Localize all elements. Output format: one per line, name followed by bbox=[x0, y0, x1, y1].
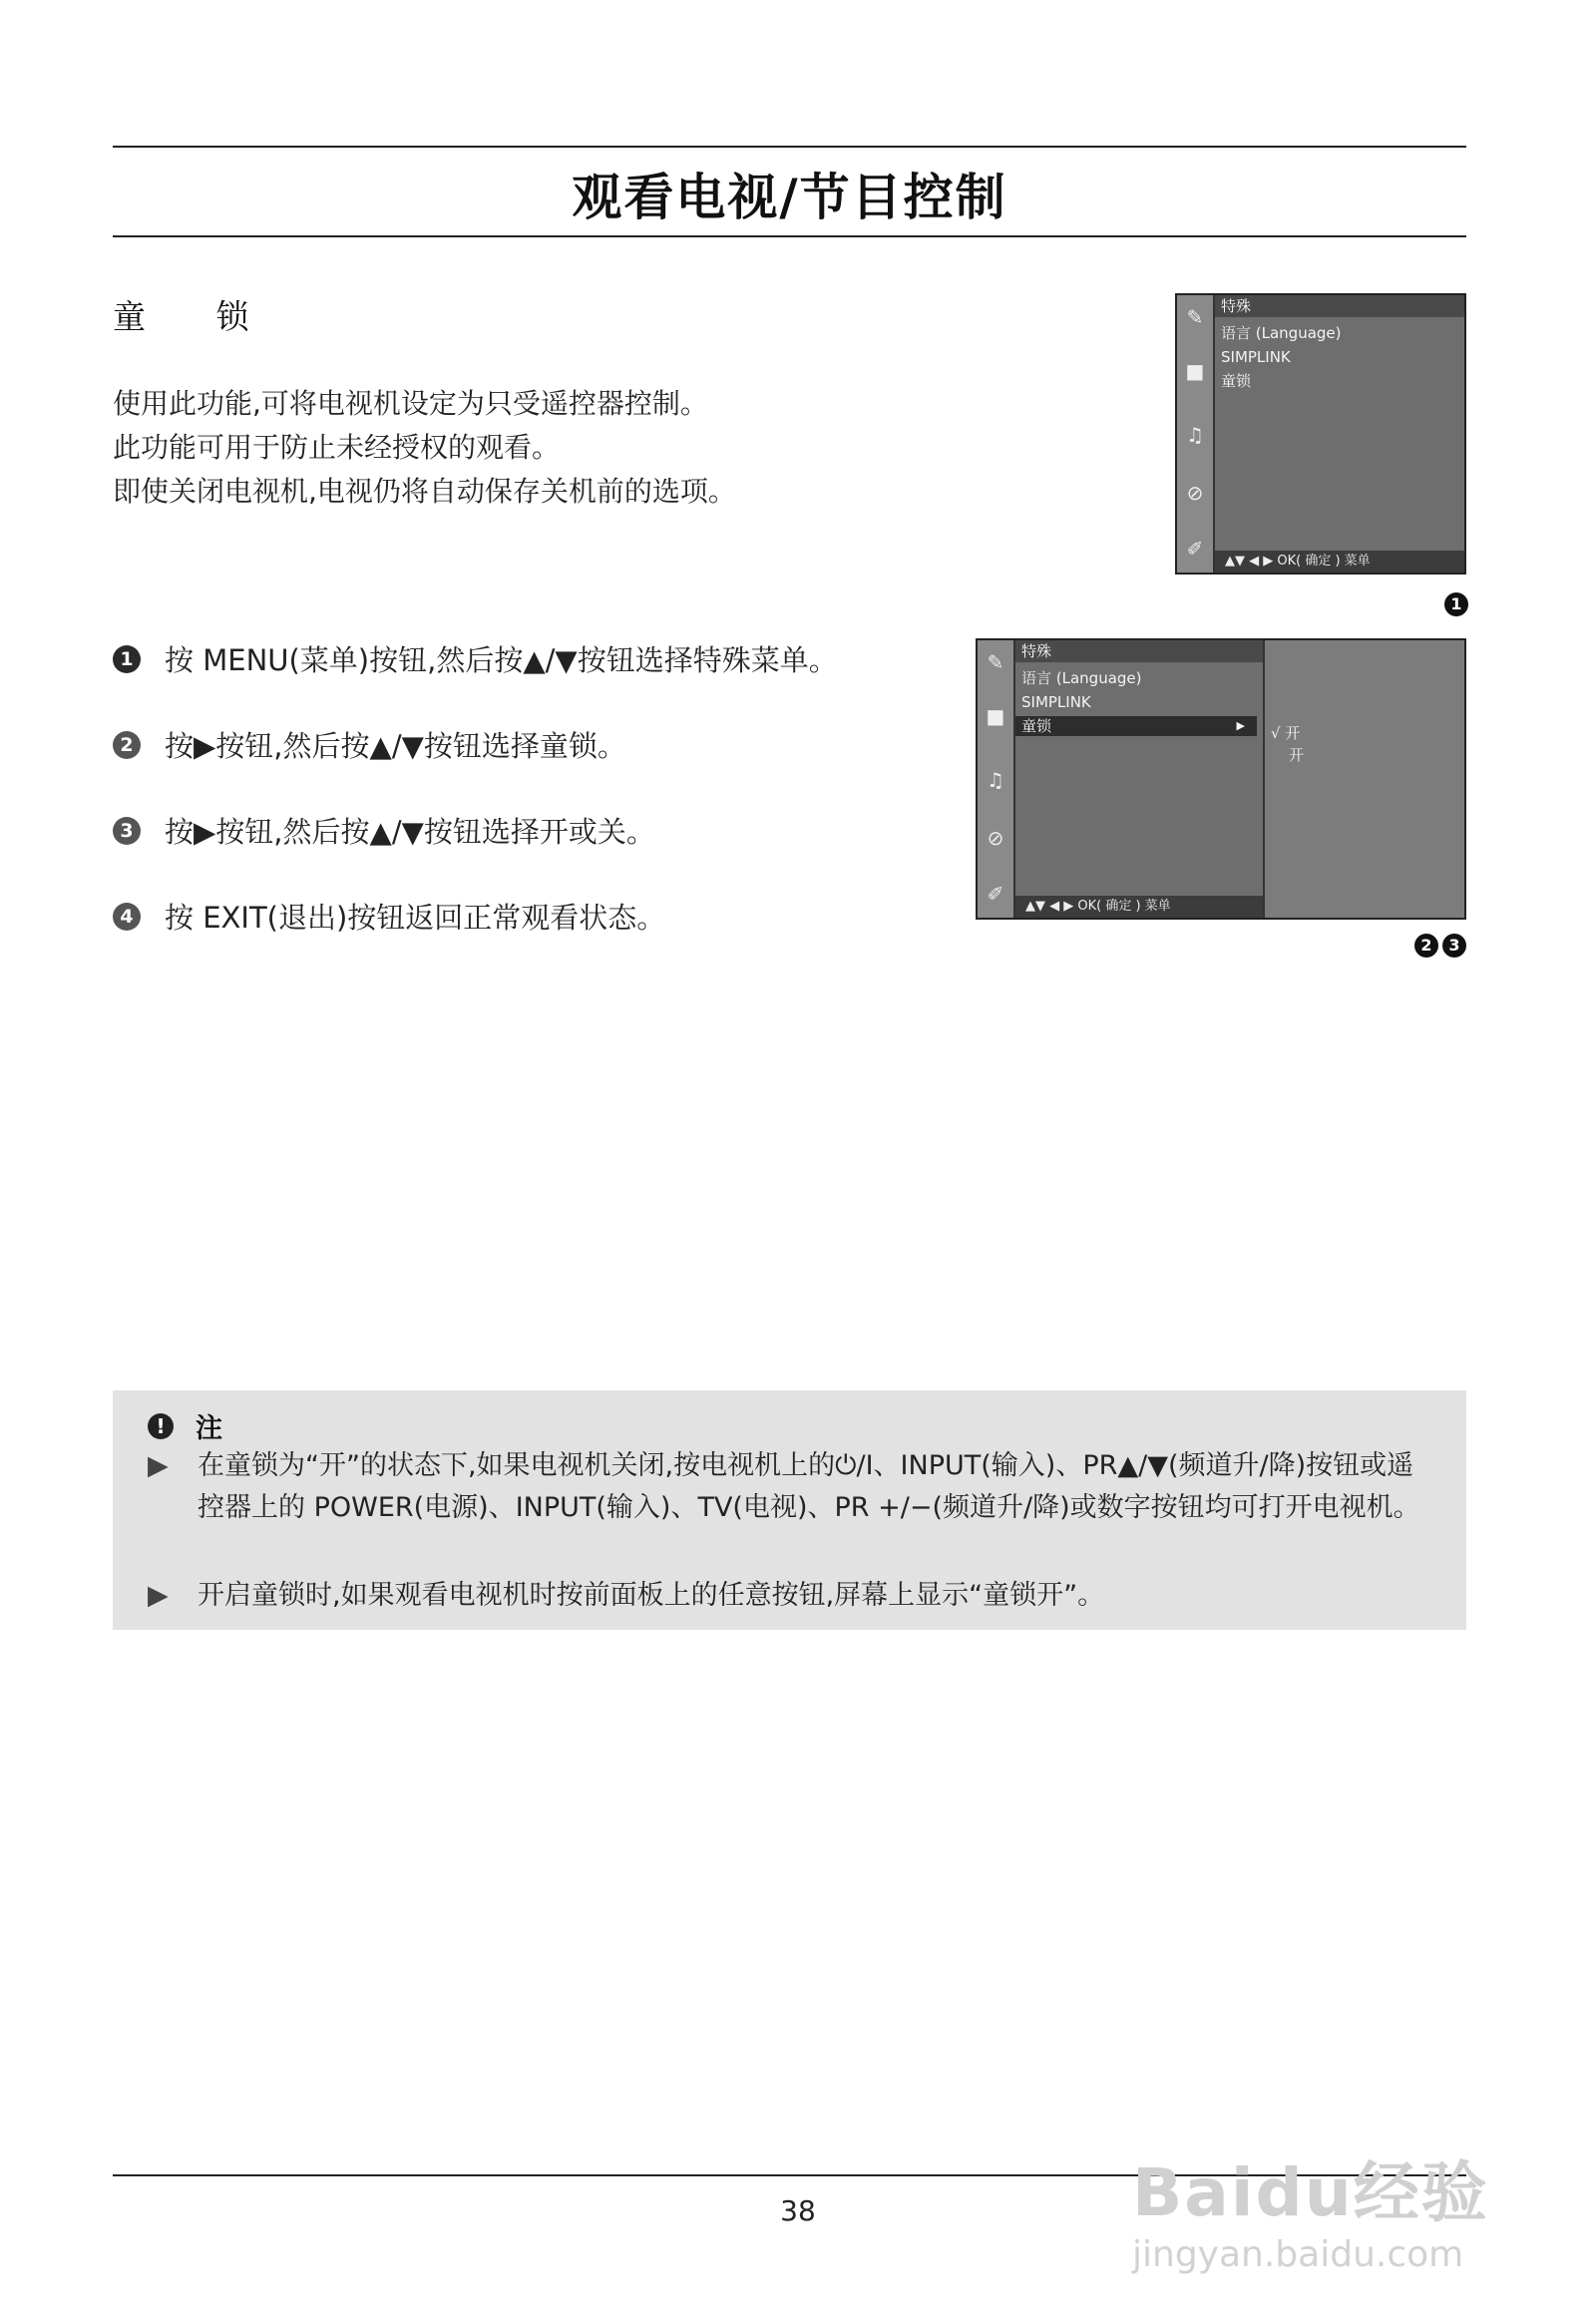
osd-menu-title: 特殊 bbox=[1215, 295, 1464, 317]
osd-menu-item: 童锁 bbox=[1221, 372, 1252, 390]
exclamation-icon: ! bbox=[148, 1413, 174, 1439]
section-heading: 童 锁 bbox=[113, 297, 279, 336]
step-text: 按▶按钮,然后按▲/▼按钮选择开或关。 bbox=[165, 815, 655, 849]
intro-line: 即使关闭电视机,电视仍将自动保存关机前的选项。 bbox=[113, 475, 736, 508]
submenu-option: √ 开 bbox=[1271, 724, 1301, 742]
note-box bbox=[113, 1390, 1466, 1630]
step-number: 3 bbox=[113, 817, 141, 845]
lock-icon: ⊘ bbox=[987, 826, 1004, 850]
osd-menu-title: 特殊 bbox=[1015, 640, 1263, 662]
watermark-url: jingyan.baidu.com bbox=[1132, 2234, 1464, 2275]
title-rule bbox=[113, 235, 1466, 237]
note-text: 开启童锁时,如果观看电视机时按前面板上的任意按钮,屏幕上显示“童锁开”。 bbox=[198, 1580, 1105, 1611]
step-number: 2 bbox=[113, 731, 141, 759]
osd-screenshot-2 bbox=[976, 638, 1466, 920]
note-header bbox=[148, 1406, 222, 1445]
tools-icon: ✐ bbox=[987, 882, 1004, 906]
audio-icon: ♫ bbox=[987, 768, 1004, 792]
intro-line: 此功能可用于防止未经授权的观看。 bbox=[113, 431, 561, 464]
note-bullet bbox=[148, 1445, 1424, 1529]
submenu-arrow-icon: ▶ bbox=[1236, 719, 1245, 732]
osd-sidebar bbox=[1177, 295, 1215, 573]
step-text: 按 MENU(菜单)按钮,然后按▲/▼按钮选择特殊菜单。 bbox=[165, 643, 838, 677]
osd-menu-item-selected bbox=[1015, 716, 1257, 736]
osd-menu-item-label: 童锁 bbox=[1021, 717, 1052, 735]
bullet-arrow-icon: ▶ bbox=[148, 1580, 169, 1611]
picture-icon: ✎ bbox=[1186, 305, 1204, 329]
tools-icon: ✐ bbox=[1186, 537, 1204, 561]
intro-line: 使用此功能,可将电视机设定为只受遥控器控制。 bbox=[113, 387, 708, 420]
page-number: 38 bbox=[780, 2194, 816, 2227]
step-number: 4 bbox=[113, 903, 141, 931]
bullet-arrow-icon: ▶ bbox=[148, 1450, 169, 1481]
lock-icon: ⊘ bbox=[1186, 481, 1204, 505]
osd-footer: ▲▼ ◀ ▶ OK( 确定 ) 菜单 bbox=[1215, 551, 1464, 573]
figure-number: 1 bbox=[1444, 592, 1468, 616]
page-title: 观看电视/节目控制 bbox=[572, 169, 1007, 226]
figure-number: 2 bbox=[1414, 934, 1438, 958]
step-item bbox=[113, 724, 626, 765]
screen-icon: ■ bbox=[1185, 359, 1205, 383]
watermark bbox=[1132, 2100, 1511, 2299]
step-item bbox=[113, 638, 838, 679]
step-item bbox=[113, 896, 665, 937]
osd-menu-item: 语言 (Language) bbox=[1021, 669, 1142, 687]
osd-sidebar bbox=[978, 640, 1015, 918]
screen-icon: ■ bbox=[986, 704, 1005, 728]
top-rule bbox=[113, 146, 1466, 148]
note-bullet bbox=[148, 1575, 1424, 1617]
osd-menu-item: SIMPLINK bbox=[1021, 693, 1091, 711]
picture-icon: ✎ bbox=[987, 650, 1004, 674]
step-text: 按▶按钮,然后按▲/▼按钮选择童锁。 bbox=[165, 729, 626, 763]
osd-submenu bbox=[1263, 640, 1464, 918]
step-text: 按 EXIT(退出)按钮返回正常观看状态。 bbox=[165, 901, 666, 935]
note-text: 在童锁为“开”的状态下,如果电视机关闭,按电视机上的⏻/I、INPUT(输入)、PR▲/▼(频道升/降)按钮或遥控器上的 POWER(电源)、INPUT(输入)、TV(电视)、PR +/−(频道升/降)或数字按钮均可打开电视机。 bbox=[198, 1450, 1420, 1523]
step-number: 1 bbox=[113, 645, 141, 673]
osd-menu-item: 语言 (Language) bbox=[1221, 324, 1342, 342]
osd-screenshot-1 bbox=[1175, 293, 1466, 575]
intro-paragraph bbox=[113, 382, 736, 514]
watermark-brand: Baidu经验 bbox=[1132, 2154, 1489, 2231]
submenu-option: 开 bbox=[1289, 746, 1305, 764]
step-item bbox=[113, 810, 655, 851]
note-title: 注 bbox=[196, 1413, 222, 1444]
figure-label-2 bbox=[1414, 934, 1466, 958]
audio-icon: ♫ bbox=[1186, 423, 1204, 447]
figure-label-1 bbox=[1444, 592, 1468, 616]
figure-number: 3 bbox=[1442, 934, 1466, 958]
osd-menu-item: SIMPLINK bbox=[1221, 348, 1291, 366]
osd-footer: ▲▼ ◀ ▶ OK( 确定 ) 菜单 bbox=[1015, 896, 1263, 918]
